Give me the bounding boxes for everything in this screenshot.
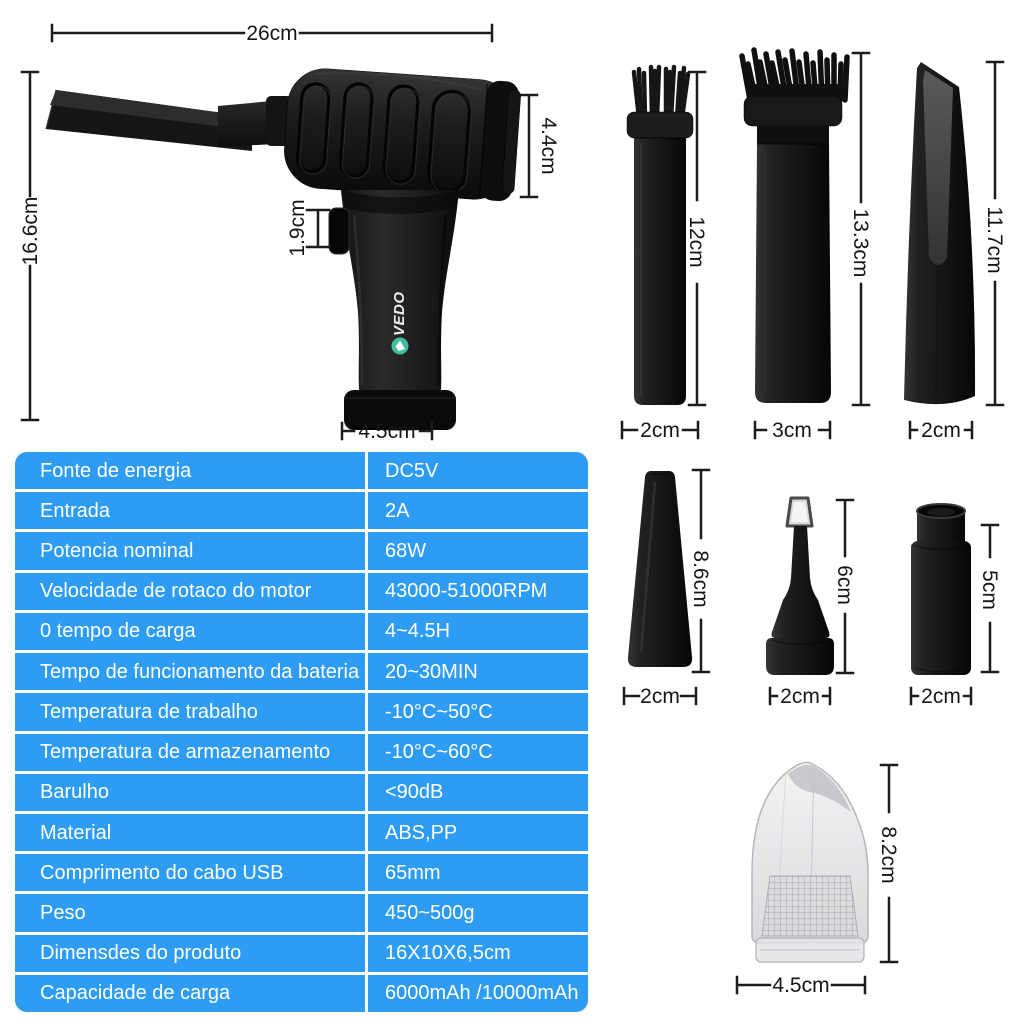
spec-row-value: 43000-51000RPM xyxy=(368,573,588,610)
spec-row-label: Potencia nominal xyxy=(15,532,365,569)
dim-label-cone-width: 2cm xyxy=(640,685,680,708)
dim-label-dust-cup-width: 4.5cm xyxy=(772,974,830,997)
gun-body xyxy=(282,66,522,202)
dim-gun-body-height xyxy=(521,95,560,197)
spec-row-value: 20~30MIN xyxy=(368,653,588,690)
spec-row-label: Capacidade de carga xyxy=(15,975,365,1012)
dim-inflator-width xyxy=(770,685,830,708)
spec-row-value: -10°C~60°C xyxy=(368,734,588,771)
spec-row-value: 4~4.5H xyxy=(368,613,588,650)
dim-adapter-height xyxy=(978,525,1001,672)
spec-row-value: 6000mAh /10000mAh xyxy=(368,975,588,1012)
dim-gun-width xyxy=(52,22,492,45)
dim-label-small-brush-height: 12cm xyxy=(685,216,708,268)
spec-row-label: Entrada xyxy=(15,492,365,529)
spec-row-value: 68W xyxy=(368,532,588,569)
dim-crevice-width xyxy=(910,419,972,442)
attachment-wide-brush xyxy=(742,50,847,403)
dim-inflator-height xyxy=(833,500,856,673)
dim-cone-width xyxy=(624,685,696,708)
spec-row-label: Material xyxy=(15,814,365,851)
dim-label-inflator-width: 2cm xyxy=(780,685,820,708)
spec-row-value: ABS,PP xyxy=(368,814,588,851)
attachment-dust-cup xyxy=(752,762,868,962)
gun-barrel-tube xyxy=(218,96,294,147)
attachment-adapter-nozzle xyxy=(911,504,971,675)
dim-label-gun-body-height: 4.4cm xyxy=(537,117,560,175)
dim-label-gun-height: 16.6cm xyxy=(19,196,42,266)
spec-row-value: 450~500g xyxy=(368,894,588,931)
attachment-inflator-nozzle xyxy=(766,498,834,675)
dim-gun-height xyxy=(19,72,42,420)
dim-label-crevice-height: 11.7cm xyxy=(983,206,1006,274)
spec-row-label: Comprimento do cabo USB xyxy=(15,854,365,891)
attachment-small-brush xyxy=(627,67,693,405)
dim-cone-height xyxy=(689,470,712,672)
spec-row-label: Tempo de funcionamento da bateria xyxy=(15,653,365,690)
dim-label-gun-trigger: 1.9cm xyxy=(286,199,309,257)
air-duster-gun xyxy=(19,22,560,443)
dust-cup-filter-mesh xyxy=(762,876,858,936)
dim-label-cone-height: 8.6cm xyxy=(689,550,712,608)
dim-adapter-width xyxy=(911,685,971,708)
spec-row-value: 16X10X6,5cm xyxy=(368,935,588,972)
spec-row-label: Fonte de energia xyxy=(15,452,365,489)
dim-small-brush-width xyxy=(622,419,698,442)
dim-label-adapter-height: 5cm xyxy=(978,570,1001,610)
spec-table xyxy=(15,452,588,1012)
dim-label-gun-width: 26cm xyxy=(246,22,298,45)
spec-row-value: 2A xyxy=(368,492,588,529)
spec-row-value: -10°C~50°C xyxy=(368,693,588,730)
dim-label-crevice-width: 2cm xyxy=(921,419,961,442)
dim-wide-brush-width xyxy=(755,419,830,442)
dim-label-small-brush-width: 2cm xyxy=(640,419,680,442)
brand-logo-text: VEDO xyxy=(391,291,408,336)
spec-row-label: Dimensdes do produto xyxy=(15,935,365,972)
dim-crevice-height xyxy=(983,62,1006,405)
gun-trigger-button xyxy=(329,208,349,254)
spec-row-value: DC5V xyxy=(368,452,588,489)
brand-logo xyxy=(391,291,409,354)
spec-row-label: Temperatura de armazenamento xyxy=(15,734,365,771)
spec-row-value: <90dB xyxy=(368,774,588,811)
spec-row-label: 0 tempo de carga xyxy=(15,613,365,650)
spec-row-value: 65mm xyxy=(368,854,588,891)
dim-label-dust-cup-height: 8.2cm xyxy=(877,826,900,884)
dim-gun-trigger xyxy=(286,199,329,256)
spec-row-label: Velocidade de rotaco do motor xyxy=(15,573,365,610)
dim-label-wide-brush-width: 3cm xyxy=(772,419,812,442)
spec-row-label: Temperatura de trabalho xyxy=(15,693,365,730)
dim-label-wide-brush-height: 13.3cm xyxy=(849,208,872,278)
dim-wide-brush-height xyxy=(849,53,872,405)
dim-label-inflator-height: 6cm xyxy=(833,565,856,605)
dim-dust-cup-height xyxy=(877,765,900,962)
attachment-cone-nozzle xyxy=(628,471,692,667)
dim-dust-cup-width xyxy=(737,974,865,997)
spec-row-label: Barulho xyxy=(15,774,365,811)
attachment-crevice-tool xyxy=(904,62,975,404)
dim-label-adapter-width: 2cm xyxy=(921,685,961,708)
spec-row-label: Peso xyxy=(15,894,365,931)
dim-label-gun-base-width: 4.5cm xyxy=(358,420,416,443)
gun-handle xyxy=(341,190,459,390)
